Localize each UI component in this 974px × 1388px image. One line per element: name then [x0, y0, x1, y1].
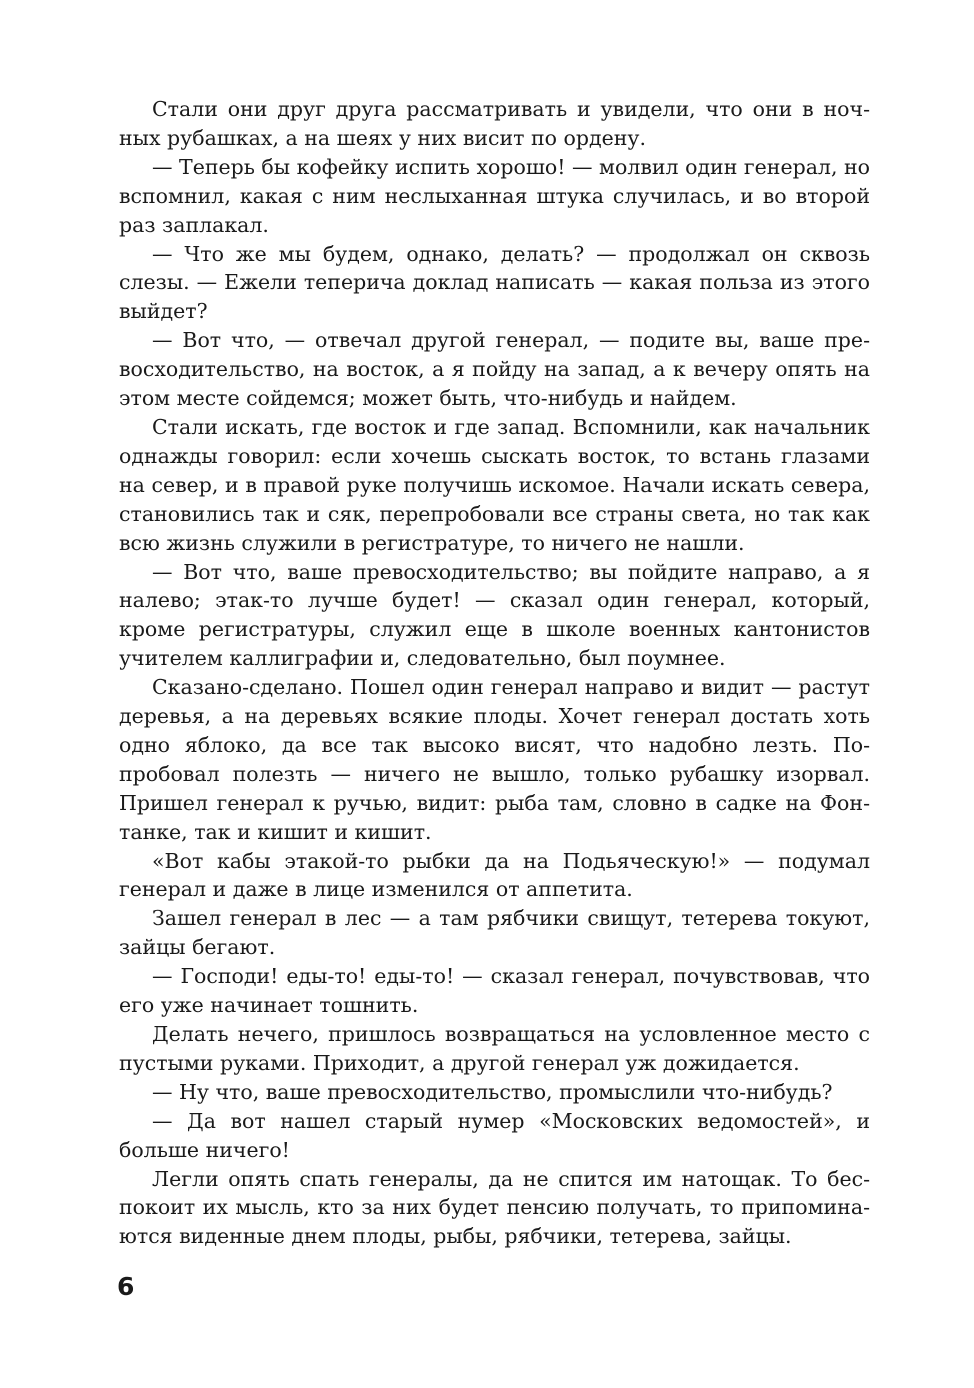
paragraph: Стали искать, где восток и где запад. Вспомнили, как начальник однажды говорил: если хочешь сыскать восток, то встань глазами на север, и в правой руке получишь искомое. Начали искать севера, становились так и сяк, перепробовали все страны света, но так как всю жизнь служили в регистратуре, то ничего не нашли.	[119, 414, 870, 555]
text-body	[119, 95, 870, 1251]
paragraph: Зашел генерал в лес — а там рябчики свищут, тетерева токуют, зайцы бегают.	[119, 906, 870, 960]
paragraph: — Теперь бы кофейку испить хорошо! — молвил один генерал, но вспомнил, какая с ним неслыханная штука случилась, и во второй раз заплакал.	[119, 154, 870, 237]
paragraph: «Вот кабы этакой-то рыбки да на Подьяческую!» — подумал генерал и даже в лице изменился от аппетита.	[119, 848, 870, 902]
paragraph: Легли опять спать генералы, да не спится им натощак. То беспокоит их мысль, кто за них будет пенсию получать, то припоминаются виденные днем плоды, рыбы, рябчики, тетерева, зайцы.	[119, 1166, 870, 1249]
page-number: 6	[117, 1272, 135, 1301]
paragraph: — Что же мы будем, однако, делать? — продолжал он сквозь слезы. — Ежели теперича доклад написать — какая польза из этого выйдет?	[119, 241, 870, 324]
paragraph: Сказано-сделано. Пошел один генерал направо и видит — растут деревья, а на деревьях всякие плоды. Хочет генерал достать хоть одно яблоко, да все так высоко висят, что надобно лезть. Попробовал полезть — ничего не вышло, только рубашку изорвал. Пришел генерал к ручью, видит: рыба там, словно в садке на Фонтанке, так и кишит и кишит.	[119, 675, 870, 844]
paragraph: Делать нечего, пришлось возвращаться на условленное место с пустыми руками. Приходит, а другой генерал уж дожидается.	[119, 1022, 870, 1075]
paragraph: Стали они друг друга рассматривать и увидели, что они в ночных рубашках, а на шеях у них висит по ордену.	[119, 97, 870, 150]
paragraph: — Господи! еды-то! еды-то! — сказал генерал, почувствовав, что его уже начинает тошнить.	[119, 964, 870, 1018]
paragraph: — Да вот нашел старый нумер «Московских ведомостей», и больше ничего!	[119, 1108, 870, 1162]
paragraph: — Ну что, ваше превосходительство, промыслили что-нибудь?	[152, 1079, 833, 1104]
paragraph: — Вот что, ваше превосходительство; вы пойдите направо, а я налево; этак-то лучше будет! — сказал один генерал, который, кроме регистратуры, служил еще в школе военных кантонистов учителем каллиграфии и, следовательно, был поумнее.	[119, 559, 870, 671]
paragraph: — Вот что, — отвечал другой генерал, — подите вы, ваше превосходительство, на восток, а я пойду на запад, а к вечеру опять на этом месте сойдемся; может быть, что-нибудь и найдем.	[119, 328, 870, 411]
